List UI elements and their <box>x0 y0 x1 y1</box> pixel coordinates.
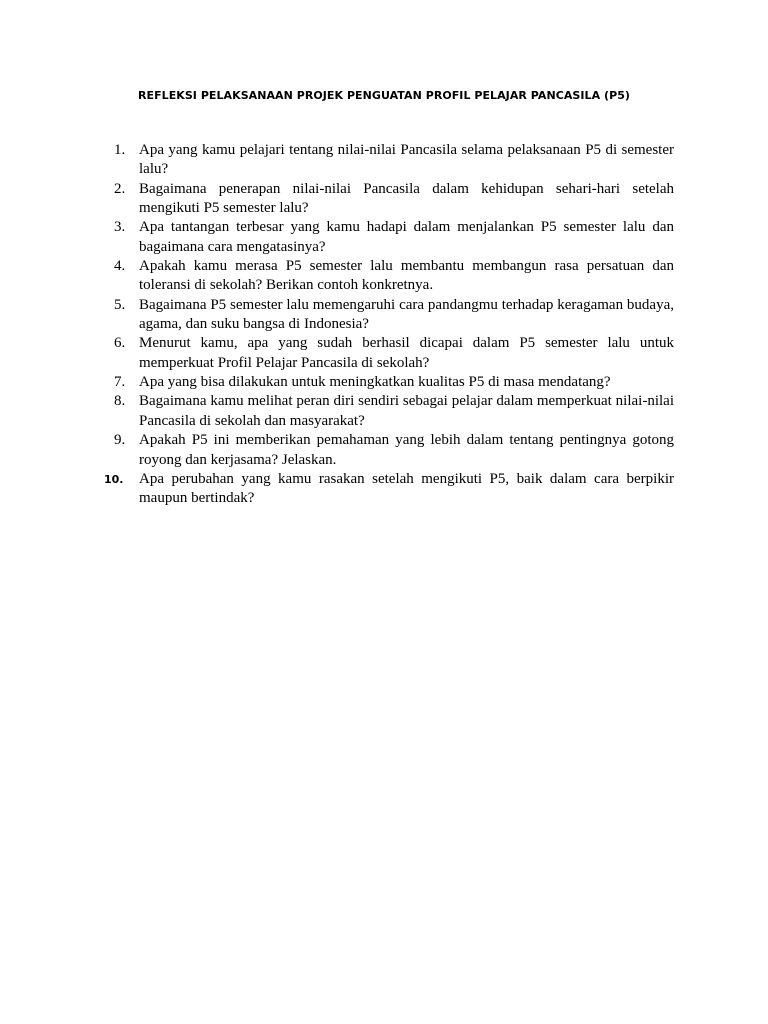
question-text: Apakah P5 ini memberikan pemahaman yang lebih dalam tentang pentingnya gotong royong dan kerjasama? Jelaskan. <box>139 432 674 468</box>
question-item-10 <box>100 470 674 509</box>
question-text: Bagaimana kamu melihat peran diri sendiri sebagai pelajar dalam memperkuat nilai-nilai Pancasila di sekolah dan masyarakat? <box>139 393 674 429</box>
question-text: Bagaimana P5 semester lalu memengaruhi cara pandangmu terhadap keragaman budaya, agama, dan suku bangsa di Indonesia? <box>139 296 674 333</box>
question-item-9 <box>100 431 674 470</box>
question-text: Menurut kamu, apa yang sudah berhasil dicapai dalam P5 semester lalu untuk memperkuat Profil Pelajar Pancasila di sekolah? <box>139 335 674 371</box>
question-item-4 <box>100 257 674 296</box>
question-number: 9. <box>114 432 126 449</box>
question-number: 4. <box>114 258 126 275</box>
question-item-3 <box>100 218 674 257</box>
question-item-7 <box>100 373 674 392</box>
question-text: Apakah kamu merasa P5 semester lalu membantu membangun rasa persatuan dan toleransi di sekolah? Berikan contoh konkretnya. <box>139 258 674 294</box>
question-text: Apa tantangan terbesar yang kamu hadapi dalam menjalankan P5 semester lalu dan bagaimana cara mengatasinya? <box>139 219 674 255</box>
question-text: Apa yang kamu pelajari tentang nilai-nilai Pancasila selama pelaksanaan P5 di semester lalu? <box>139 142 674 178</box>
question-number: 1. <box>114 142 126 158</box>
question-number: 3. <box>114 219 126 236</box>
question-number: 6. <box>114 335 126 352</box>
question-text: Bagaimana penerapan nilai-nilai Pancasila dalam kehidupan sehari-hari setelah mengikuti P5 semester lalu? <box>139 180 674 217</box>
question-list <box>100 141 674 509</box>
question-text: Apa perubahan yang kamu rasakan setelah mengikuti P5, baik dalam cara berpikir maupun bertindak? <box>139 470 674 507</box>
question-number: 5. <box>114 296 126 313</box>
question-item-6 <box>100 334 674 373</box>
question-item-2 <box>100 180 674 219</box>
question-number: 10. <box>104 472 124 486</box>
question-item-1 <box>100 141 674 180</box>
document-title: REFLEKSI PELAKSANAAN PROJEK PENGUATAN PROFIL PELAJAR PANCASILA (P5) <box>137 89 630 102</box>
question-number: 2. <box>114 180 126 197</box>
question-number: 7. <box>114 374 126 391</box>
question-number: 8. <box>114 393 126 410</box>
question-item-8 <box>100 392 674 431</box>
question-item-5 <box>100 296 674 335</box>
question-text: Apa yang bisa dilakukan untuk meningkatkan kualitas P5 di masa mendatang? <box>139 374 611 391</box>
